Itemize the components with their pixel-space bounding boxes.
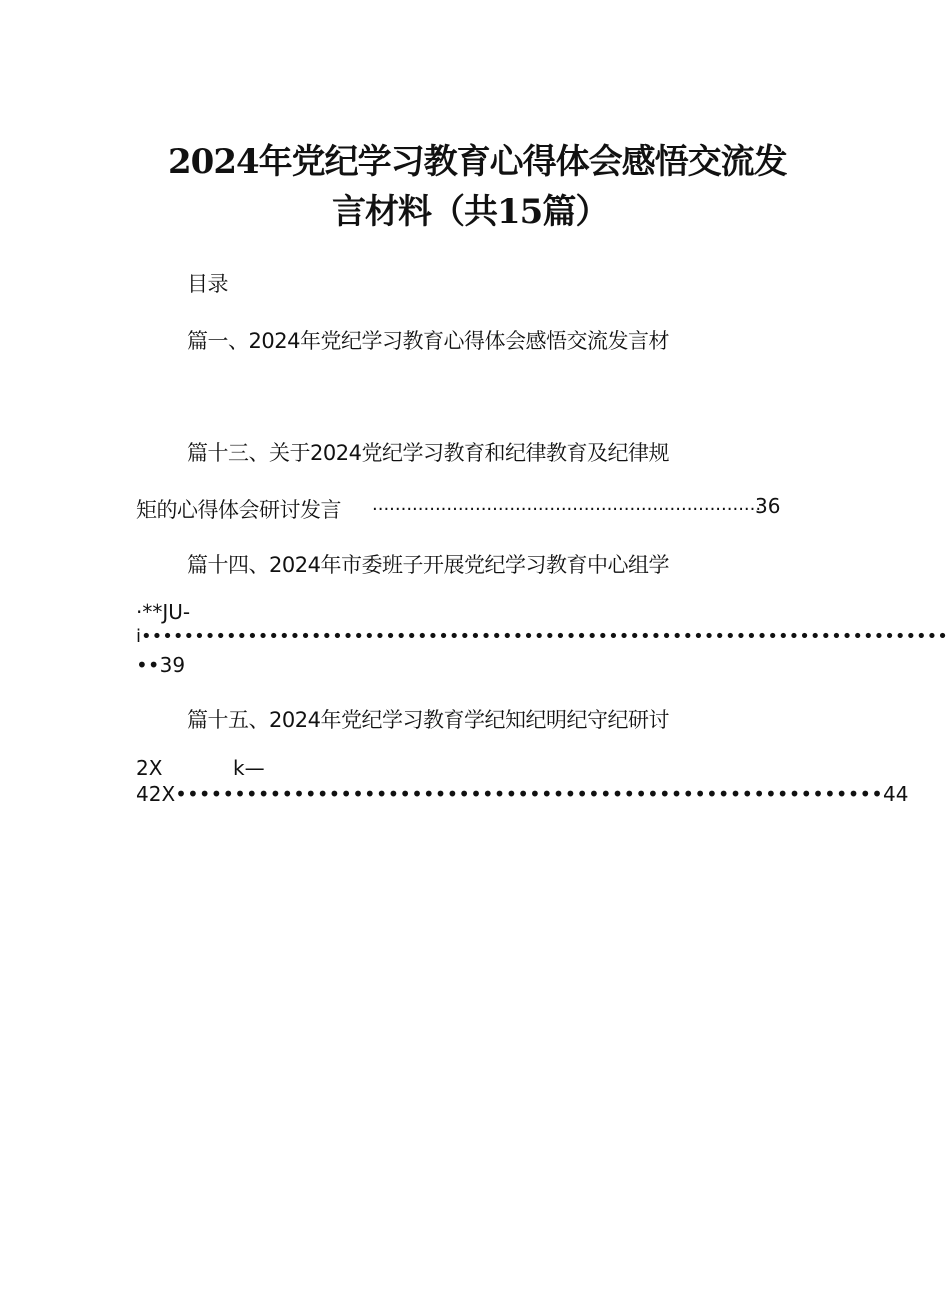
toc-entry-1-title[interactable]: 篇一、2024年党纪学习教育心得体会感悟交流发言材 (187, 329, 669, 353)
toc-entry-15-fragment-1b: k— (233, 756, 265, 780)
document-title-line-2: 言材料（共15篇） (332, 192, 609, 232)
document-title-line-1: 2024年党纪学习教育心得体会感悟交流发 (168, 142, 787, 182)
toc-entry-15-title[interactable]: 篇十五、2024年党纪学习教育学纪知纪明纪守纪研讨 (187, 708, 669, 732)
toc-entry-15-fragment-1a: 2X (136, 756, 163, 780)
toc-entry-13-title-line-2[interactable]: 矩的心得体会研讨发言 (136, 498, 341, 522)
toc-entry-14-page-number: ••39 (136, 653, 186, 677)
toc-entry-13-title-line-1[interactable]: 篇十三、关于2024党纪学习教育和纪律教育及纪律规 (187, 441, 669, 465)
toc-entry-14-title[interactable]: 篇十四、2024年市委班子开展党纪学习教育中心组学 (187, 553, 669, 577)
toc-entry-14-leader-dots: i•••••••••••••••••••••••••••••••••••••••••••••••••••••••••••••••••••••••••••• (136, 626, 948, 647)
toc-entry-13-leader-dots: .................................................................... (372, 494, 762, 515)
toc-heading: 目录 (187, 272, 228, 296)
toc-entry-15-leader-and-page: 42X••••••••••••••••••••••••••••••••••••••••••••••••••••••••••••44 (136, 782, 909, 806)
toc-entry-14-fragment-1: ·**JU- (136, 600, 191, 624)
toc-entry-13-page-number: 36 (755, 494, 781, 518)
